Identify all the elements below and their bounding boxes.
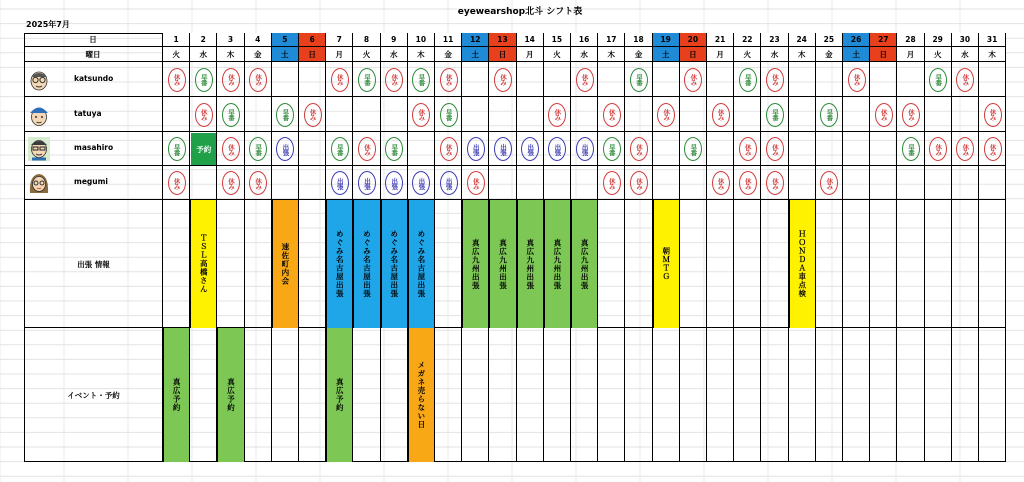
grid-cell[interactable] — [843, 328, 870, 462]
shift-stamp-rest[interactable]: 休み — [358, 137, 376, 161]
grid-cell[interactable] — [245, 200, 272, 328]
shift-stamp-rest[interactable]: 休み — [712, 103, 730, 127]
shift-stamp-rest[interactable]: 休み — [195, 103, 213, 127]
grid-cell[interactable] — [190, 328, 217, 462]
weekday-cell[interactable]: 火 — [925, 47, 952, 62]
staff-name: katsundo — [74, 73, 114, 83]
grid-cell[interactable] — [952, 200, 979, 328]
grid-cell[interactable] — [299, 200, 326, 328]
weekday-cell[interactable]: 水 — [952, 47, 979, 62]
grid-cell[interactable] — [517, 166, 544, 200]
day-number-cell[interactable]: 3 — [217, 33, 244, 47]
day-number-cell[interactable]: 16 — [571, 33, 598, 47]
trip-info-block[interactable]: めぐみ名古屋出張 — [326, 200, 353, 328]
weekday-cell[interactable]: 金 — [245, 47, 272, 62]
trip-info-block[interactable]: めぐみ名古屋出張 — [353, 200, 380, 328]
day-number-cell[interactable]: 13 — [489, 33, 516, 47]
day-number-cell[interactable]: 20 — [680, 33, 707, 47]
shift-stamp-rest[interactable]: 休み — [603, 171, 621, 195]
events-label: イベント・予約 — [67, 390, 120, 400]
grid-cell[interactable] — [544, 62, 571, 97]
shift-stamp-early[interactable]: 早番 — [358, 68, 376, 92]
grid-cell[interactable] — [680, 97, 707, 132]
shift-stamp-rest[interactable]: 休み — [956, 137, 974, 161]
weekday-cell[interactable]: 日 — [299, 47, 326, 62]
grid-cell[interactable] — [625, 328, 652, 462]
day-number-cell[interactable]: 29 — [925, 33, 952, 47]
grid-cell[interactable] — [408, 132, 435, 166]
grid-cell[interactable] — [897, 166, 924, 200]
grid-cell[interactable] — [870, 166, 897, 200]
shift-stamp-trip[interactable]: 出張 — [521, 137, 539, 161]
grid-cell[interactable] — [843, 166, 870, 200]
weekday-cell[interactable]: 水 — [190, 47, 217, 62]
weekday-cell[interactable]: 月 — [707, 47, 734, 62]
shift-stamp-rest[interactable]: 休み — [467, 171, 485, 195]
shift-stamp-rest[interactable]: 休み — [222, 171, 240, 195]
weekday-cell[interactable]: 木 — [979, 47, 1006, 62]
grid-cell[interactable] — [789, 62, 816, 97]
event-block[interactable]: 真広予約 — [326, 328, 353, 462]
day-number-cell[interactable]: 9 — [381, 33, 408, 47]
weekday-cell[interactable]: 金 — [435, 47, 462, 62]
trip-info-block[interactable]: 真広九州出張 — [571, 200, 598, 328]
day-number-cell[interactable]: 4 — [245, 33, 272, 47]
shift-stamp-early[interactable]: 早番 — [630, 68, 648, 92]
shift-stamp-early[interactable]: 早番 — [902, 137, 920, 161]
grid-cell[interactable] — [870, 62, 897, 97]
grid-cell[interactable] — [381, 328, 408, 462]
shift-stamp-rest[interactable]: 休み — [956, 68, 974, 92]
grid-cell[interactable] — [952, 166, 979, 200]
shift-stamp-rest[interactable]: 休み — [603, 103, 621, 127]
shift-stamp-early[interactable]: 早番 — [222, 103, 240, 127]
shift-stamp-trip[interactable]: 出張 — [467, 137, 485, 161]
shift-stamp-rest[interactable]: 休み — [630, 171, 648, 195]
day-number-cell[interactable]: 21 — [707, 33, 734, 47]
day-number-cell[interactable]: 14 — [517, 33, 544, 47]
shift-stamp-rest[interactable]: 休み — [440, 137, 458, 161]
grid-cell[interactable] — [707, 200, 734, 328]
grid-cell[interactable] — [952, 328, 979, 462]
grid-cell[interactable] — [816, 328, 843, 462]
trip-info-block[interactable]: 朝ＭＴＧ — [653, 200, 680, 328]
grid-cell[interactable] — [625, 97, 652, 132]
grid-cell[interactable] — [789, 132, 816, 166]
trip-info-block[interactable]: 真広九州出張 — [462, 200, 489, 328]
grid-cell[interactable] — [598, 200, 625, 328]
grid-cell[interactable] — [326, 97, 353, 132]
shift-stamp-trip[interactable]: 出張 — [276, 137, 294, 161]
day-number-cell[interactable]: 26 — [843, 33, 870, 47]
grid-cell[interactable] — [598, 328, 625, 462]
shift-stamp-rest[interactable]: 休み — [984, 137, 1002, 161]
grid-cell[interactable] — [299, 62, 326, 97]
shift-stamp-early[interactable]: 早番 — [385, 137, 403, 161]
shift-stamp-early[interactable]: 早番 — [440, 103, 458, 127]
grid-cell[interactable] — [163, 97, 190, 132]
weekday-cell[interactable]: 火 — [734, 47, 761, 62]
grid-cell[interactable] — [299, 132, 326, 166]
grid-cell[interactable] — [571, 166, 598, 200]
grid-cell[interactable] — [653, 62, 680, 97]
shift-stamp-rest[interactable]: 休み — [168, 171, 186, 195]
grid-cell[interactable] — [598, 62, 625, 97]
day-number-cell[interactable]: 30 — [952, 33, 979, 47]
weekday-cell[interactable]: 土 — [462, 47, 489, 62]
shift-stamp-trip[interactable]: 出張 — [358, 171, 376, 195]
grid-cell[interactable] — [952, 97, 979, 132]
shift-stamp-rest[interactable]: 休み — [766, 137, 784, 161]
grid-cell[interactable] — [707, 62, 734, 97]
grid-cell[interactable] — [245, 97, 272, 132]
shift-stamp-early[interactable]: 早番 — [168, 137, 186, 161]
weekday-cell[interactable]: 金 — [625, 47, 652, 62]
grid-cell[interactable] — [843, 200, 870, 328]
trip-info-label: 出張 情報 — [77, 259, 110, 269]
grid-cell[interactable] — [435, 328, 462, 462]
grid-cell[interactable] — [381, 97, 408, 132]
sheet-title: eyewearshop北斗 シフト表 — [457, 7, 583, 17]
grid-cell[interactable] — [653, 132, 680, 166]
grid-cell[interactable] — [707, 132, 734, 166]
day-number-cell[interactable]: 19 — [653, 33, 680, 47]
trip-info-block[interactable]: 真広九州出張 — [517, 200, 544, 328]
trip-info-block[interactable]: 速佐町内会 — [272, 200, 299, 328]
weekday-cell[interactable]: 火 — [353, 47, 380, 62]
event-block[interactable]: 真広予約 — [217, 328, 244, 462]
trip-info-block[interactable]: ＨＯＮＤＡ車点検 — [789, 200, 816, 328]
day-number-cell[interactable]: 12 — [462, 33, 489, 47]
shift-stamp-rest[interactable]: 休み — [739, 137, 757, 161]
trip-info-block[interactable]: めぐみ名古屋出張 — [381, 200, 408, 328]
grid-cell[interactable] — [272, 166, 299, 200]
shift-stamp-trip[interactable]: 出張 — [576, 137, 594, 161]
grid-cell[interactable] — [816, 62, 843, 97]
weekday-cell[interactable]: 日 — [680, 47, 707, 62]
reservation-cell[interactable]: 予約 — [191, 133, 216, 165]
day-number-cell[interactable]: 8 — [353, 33, 380, 47]
shift-stamp-early[interactable]: 早番 — [276, 103, 294, 127]
shift-stamp-trip[interactable]: 出張 — [385, 171, 403, 195]
grid-cell[interactable] — [870, 132, 897, 166]
grid-cell[interactable] — [517, 62, 544, 97]
grid-cell[interactable] — [353, 97, 380, 132]
shift-stamp-rest[interactable]: 休み — [848, 68, 866, 92]
grid-cell[interactable] — [843, 97, 870, 132]
shift-stamp-rest[interactable]: 休み — [440, 68, 458, 92]
shift-stamp-trip[interactable]: 出張 — [331, 171, 349, 195]
day-number-cell[interactable]: 5 — [272, 33, 299, 47]
avatar-glasses-icon — [28, 68, 50, 92]
grid-cell[interactable] — [870, 328, 897, 462]
shift-stamp-rest[interactable]: 休み — [684, 68, 702, 92]
grid-cell[interactable] — [625, 200, 652, 328]
weekday-cell[interactable]: 月 — [517, 47, 544, 62]
staff-name: megumi — [74, 177, 108, 186]
grid-cell[interactable] — [789, 328, 816, 462]
day-number-cell[interactable]: 23 — [761, 33, 788, 47]
shift-stamp-rest[interactable]: 休み — [304, 103, 322, 127]
weekday-cell[interactable]: 水 — [571, 47, 598, 62]
grid-cell[interactable] — [517, 328, 544, 462]
staff-name: tatuya — [74, 108, 102, 118]
shift-stamp-rest[interactable]: 休み — [630, 137, 648, 161]
shift-stamp-rest[interactable]: 休み — [494, 68, 512, 92]
day-number-cell[interactable]: 28 — [897, 33, 924, 47]
shift-stamp-rest[interactable]: 休み — [576, 68, 594, 92]
shift-stamp-trip[interactable]: 出張 — [440, 171, 458, 195]
shift-stamp-rest[interactable]: 休み — [249, 171, 267, 195]
shift-stamp-rest[interactable]: 休み — [902, 103, 920, 127]
avatar-cap-icon — [28, 103, 50, 127]
avatar-man-icon — [28, 137, 50, 161]
shift-stamp-early[interactable]: 早番 — [603, 137, 621, 161]
shift-stamp-rest[interactable]: 休み — [222, 68, 240, 92]
shift-stamp-early[interactable]: 早番 — [739, 68, 757, 92]
weekday-cell[interactable]: 木 — [408, 47, 435, 62]
grid-cell[interactable] — [653, 166, 680, 200]
grid-cell[interactable] — [897, 200, 924, 328]
shift-stamp-rest[interactable]: 休み — [712, 171, 730, 195]
day-number-cell[interactable]: 25 — [816, 33, 843, 47]
grid-cell[interactable] — [544, 328, 571, 462]
day-number-cell[interactable]: 2 — [190, 33, 217, 47]
shift-stamp-rest[interactable]: 休み — [766, 68, 784, 92]
grid-cell[interactable] — [979, 328, 1006, 462]
weekday-cell[interactable]: 水 — [381, 47, 408, 62]
grid-cell[interactable] — [761, 328, 788, 462]
shift-stamp-rest[interactable]: 休み — [820, 171, 838, 195]
shift-stamp-rest[interactable]: 休み — [412, 103, 430, 127]
grid-cell[interactable] — [217, 200, 244, 328]
weekday-cell[interactable]: 日 — [489, 47, 516, 62]
grid-cell[interactable] — [462, 62, 489, 97]
grid-cell[interactable] — [734, 328, 761, 462]
shift-stamp-rest[interactable]: 休み — [766, 171, 784, 195]
day-number-cell[interactable]: 1 — [163, 33, 190, 47]
grid-cell[interactable] — [925, 200, 952, 328]
day-number-cell[interactable]: 15 — [544, 33, 571, 47]
grid-cell[interactable] — [925, 166, 952, 200]
grid-cell[interactable] — [979, 166, 1006, 200]
grid-cell[interactable] — [653, 328, 680, 462]
shift-stamp-rest[interactable]: 休み — [929, 137, 947, 161]
day-number-cell[interactable]: 24 — [789, 33, 816, 47]
shift-stamp-early[interactable]: 早番 — [684, 137, 702, 161]
grid-cell[interactable] — [299, 166, 326, 200]
grid-cell[interactable] — [299, 328, 326, 462]
shift-stamp-early[interactable]: 早番 — [331, 137, 349, 161]
shift-stamp-trip[interactable]: 出張 — [494, 137, 512, 161]
day-number-cell[interactable]: 6 — [299, 33, 326, 47]
grid-cell[interactable] — [734, 97, 761, 132]
grid-cell[interactable] — [245, 328, 272, 462]
grid-cell[interactable] — [734, 200, 761, 328]
grid-cell[interactable] — [190, 166, 217, 200]
event-block[interactable]: 真広予約 — [163, 328, 190, 462]
grid-cell[interactable] — [462, 97, 489, 132]
day-number-cell[interactable]: 31 — [979, 33, 1006, 47]
weekday-cell[interactable]: 木 — [598, 47, 625, 62]
shift-stamp-early[interactable]: 早番 — [249, 137, 267, 161]
weekday-cell[interactable]: 土 — [272, 47, 299, 62]
grid-cell[interactable] — [571, 97, 598, 132]
grid-cell[interactable] — [489, 328, 516, 462]
grid-cell[interactable] — [435, 200, 462, 328]
shift-stamp-rest[interactable]: 休み — [249, 68, 267, 92]
weekday-cell[interactable]: 日 — [870, 47, 897, 62]
day-number-cell[interactable]: 7 — [326, 33, 353, 47]
shift-stamp-trip[interactable]: 出張 — [548, 137, 566, 161]
trip-info-block[interactable]: 真広九州出張 — [489, 200, 516, 328]
event-block[interactable]: メガネ売らない日 — [408, 328, 435, 462]
shift-stamp-rest[interactable]: 休み — [875, 103, 893, 127]
grid-cell[interactable] — [680, 200, 707, 328]
grid-cell[interactable] — [870, 200, 897, 328]
weekday-cell[interactable]: 火 — [544, 47, 571, 62]
grid-cell[interactable] — [163, 200, 190, 328]
avatar-woman-icon — [28, 171, 50, 195]
grid-cell[interactable] — [571, 328, 598, 462]
grid-cell[interactable] — [843, 132, 870, 166]
shift-stamp-rest[interactable]: 休み — [168, 68, 186, 92]
grid-cell[interactable] — [897, 62, 924, 97]
shift-stamp-early[interactable]: 早番 — [929, 68, 947, 92]
staff-name: masahiro — [74, 143, 114, 152]
weekday-header-label: 曜日 — [24, 47, 163, 62]
day-number-cell[interactable]: 22 — [734, 33, 761, 47]
weekday-cell[interactable]: 木 — [789, 47, 816, 62]
shift-stamp-rest[interactable]: 休み — [984, 103, 1002, 127]
shift-stamp-rest[interactable]: 休み — [548, 103, 566, 127]
weekday-cell[interactable]: 月 — [897, 47, 924, 62]
trip-info-block[interactable]: 真広九州出張 — [544, 200, 571, 328]
month-label: 2025年7月 — [26, 20, 70, 29]
shift-stamp-early[interactable]: 早番 — [820, 103, 838, 127]
shift-stamp-trip[interactable]: 出張 — [412, 171, 430, 195]
grid-cell[interactable] — [489, 97, 516, 132]
grid-cell[interactable] — [680, 166, 707, 200]
shift-stamp-rest[interactable]: 休み — [222, 137, 240, 161]
grid-cell[interactable] — [544, 166, 571, 200]
grid-cell[interactable] — [979, 62, 1006, 97]
grid-cell[interactable] — [897, 328, 924, 462]
weekday-cell[interactable]: 木 — [217, 47, 244, 62]
grid-cell[interactable] — [789, 166, 816, 200]
grid-cell[interactable] — [680, 328, 707, 462]
weekday-cell[interactable]: 土 — [653, 47, 680, 62]
weekday-cell[interactable]: 土 — [843, 47, 870, 62]
trip-info-block[interactable]: ＴＳＬ高橋さん — [190, 200, 217, 328]
grid-cell[interactable] — [462, 328, 489, 462]
shift-stamp-early[interactable]: 早番 — [766, 103, 784, 127]
shift-stamp-rest[interactable]: 休み — [657, 103, 675, 127]
grid-cell[interactable] — [272, 328, 299, 462]
day-header-label: 日 — [24, 33, 163, 47]
grid-cell[interactable] — [789, 97, 816, 132]
day-number-cell[interactable]: 10 — [408, 33, 435, 47]
weekday-cell[interactable]: 金 — [816, 47, 843, 62]
grid-cell[interactable] — [816, 132, 843, 166]
grid-cell[interactable] — [707, 328, 734, 462]
grid-cell[interactable] — [353, 328, 380, 462]
trip-info-block[interactable]: めぐみ名古屋出張 — [408, 200, 435, 328]
weekday-cell[interactable]: 水 — [761, 47, 788, 62]
shift-stamp-rest[interactable]: 休み — [331, 68, 349, 92]
grid-cell[interactable] — [925, 97, 952, 132]
grid-cell[interactable] — [489, 166, 516, 200]
grid-cell[interactable] — [925, 328, 952, 462]
day-number-cell[interactable]: 27 — [870, 33, 897, 47]
grid-cell[interactable] — [517, 97, 544, 132]
grid-cell[interactable] — [816, 200, 843, 328]
shift-stamp-early[interactable]: 早番 — [412, 68, 430, 92]
grid-cell[interactable] — [761, 200, 788, 328]
day-number-cell[interactable]: 17 — [598, 33, 625, 47]
shift-stamp-rest[interactable]: 休み — [739, 171, 757, 195]
day-number-cell[interactable]: 11 — [435, 33, 462, 47]
weekday-cell[interactable]: 月 — [326, 47, 353, 62]
shift-stamp-early[interactable]: 早番 — [195, 68, 213, 92]
day-number-cell[interactable]: 18 — [625, 33, 652, 47]
grid-cell[interactable] — [272, 62, 299, 97]
grid-cell[interactable] — [979, 200, 1006, 328]
weekday-cell[interactable]: 火 — [163, 47, 190, 62]
shift-stamp-rest[interactable]: 休み — [385, 68, 403, 92]
